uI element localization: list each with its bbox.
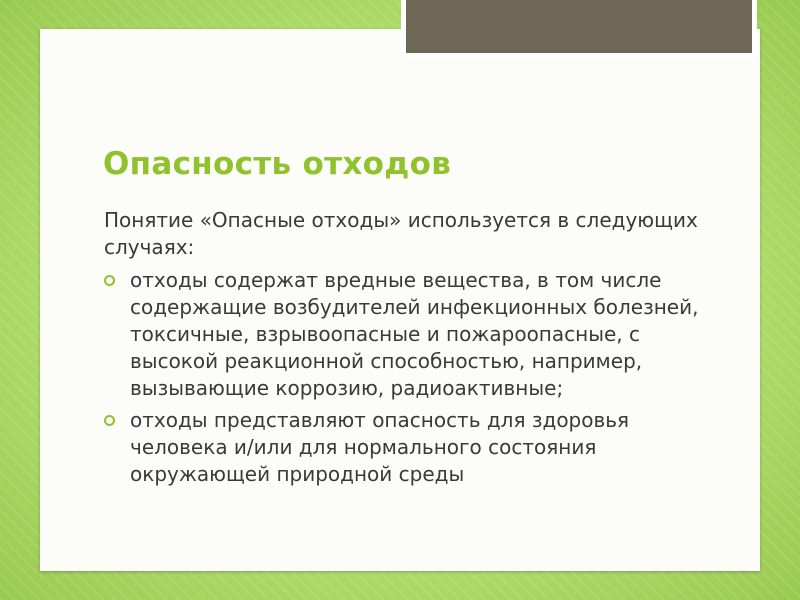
bullet-text: отходы содержат вредные вещества, в том числе содержащие возбудителей инфекционных болезней, токсичные, взрывоопасные и пожароопасные, с высокой реакционной способностью, например, вызывающие коррозию, радиоактивные;: [130, 268, 699, 400]
bullet-list: [104, 267, 714, 488]
list-item: [104, 407, 714, 488]
bullet-text: отходы представляют опасность для здоровья человека и/или для нормального состояния окружающей природной среды: [130, 408, 630, 486]
slide-body: [104, 207, 714, 493]
ring-bullet-icon: [104, 415, 115, 426]
title-tab: [401, 0, 757, 58]
list-item: [104, 267, 714, 402]
intro-text: Понятие «Опасные отходы» используется в следующих случаях:: [104, 208, 698, 259]
ring-bullet-icon: [104, 275, 115, 286]
title-tab-fill: [406, 0, 752, 53]
slide-title: Опасность отходов: [103, 146, 452, 182]
